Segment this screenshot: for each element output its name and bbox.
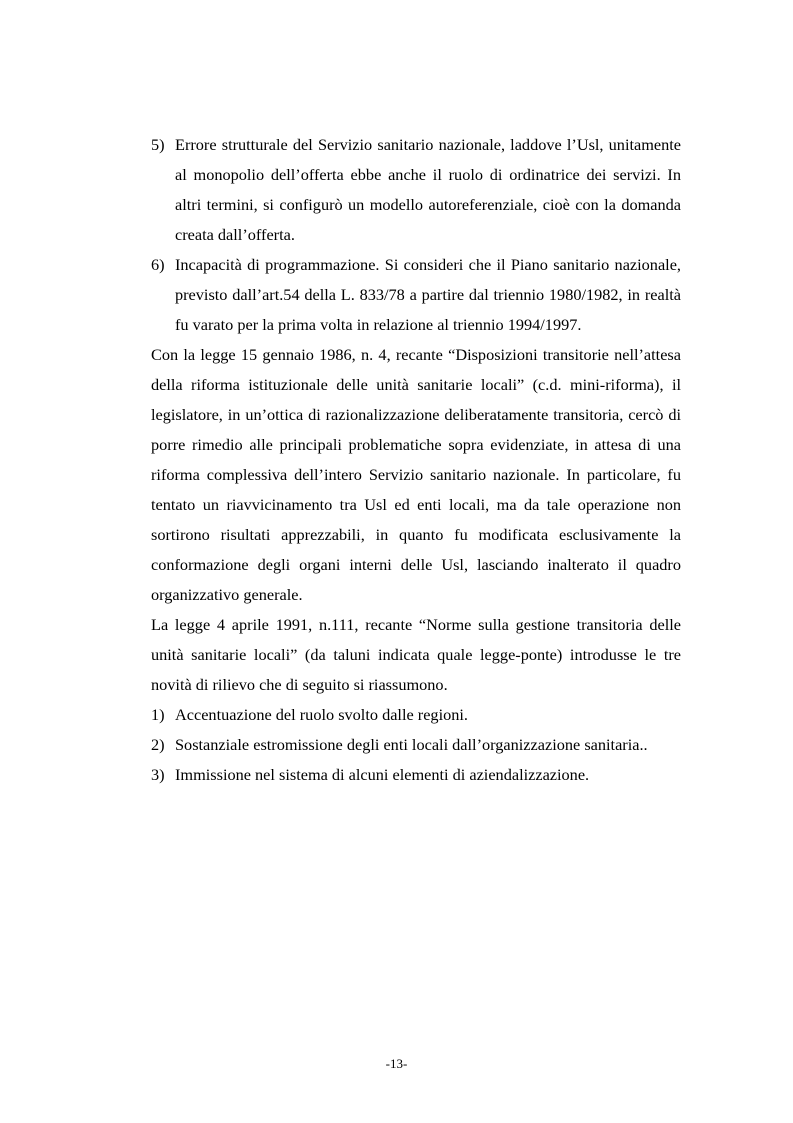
- paragraph-mini-riforma: Con la legge 15 gennaio 1986, n. 4, recante “Disposizioni transitorie nell’attesa della riforma istituzionale delle unità sanitarie locali” (c.d. mini-riforma), il legislatore, in un’ottica di razionalizzazione deliberatamente transitoria, cercò di porre rimedio alle principali problematiche sopra evidenziate, in attesa di una riforma complessiva dell’intero Servizio sanitario nazionale. In particolare, fu tentato un riavvicinamento tra Usl ed enti locali, ma da tale operazione non sortirono risultati apprezzabili, in quanto fu modificata esclusivamente la conformazione degli organi interni delle Usl, lasciando inalterato il quadro organizzativo generale.: [151, 345, 681, 604]
- list-item: [151, 730, 681, 760]
- page-body: [151, 130, 681, 790]
- list-item-number: 2): [151, 735, 165, 754]
- list-item-text: Errore strutturale del Servizio sanitario nazionale, laddove l’Usl, unitamente al monopolio dell’offerta ebbe anche il ruolo di ordinatrice dei servizi. In altri termini, si configurò un modello autoreferenziale, cioè con la domanda creata dall’offerta.: [175, 135, 681, 244]
- list-item-number: 3): [151, 765, 165, 784]
- list-item: [151, 700, 681, 730]
- page-number: -13-: [385, 1056, 408, 1071]
- list-item-number: 5): [151, 135, 165, 154]
- list-item-text: Accentuazione del ruolo svolto dalle regioni.: [175, 705, 468, 724]
- list-item-text: Incapacità di programmazione. Si consideri che il Piano sanitario nazionale, previsto dall’art.54 della L. 833/78 a partire dal triennio 1980/1982, in realtà fu varato per la prima volta in relazione al triennio 1994/1997.: [175, 255, 681, 334]
- list-item: [151, 760, 681, 790]
- list-item: [151, 130, 681, 250]
- list-item-text: Immissione nel sistema di alcuni elementi di aziendalizzazione.: [175, 765, 590, 784]
- paragraph-legge-ponte: La legge 4 aprile 1991, n.111, recante “Norme sulla gestione transitoria delle unità sanitarie locali” (da taluni indicata quale legge-ponte) introdusse le tre novità di rilievo che di seguito si riassumono.: [151, 615, 681, 694]
- list-item-text: Sostanziale estromissione degli enti locali dall’organizzazione sanitaria..: [175, 735, 648, 754]
- list-item-number: 1): [151, 705, 165, 724]
- list-item-number: 6): [151, 255, 165, 274]
- list-item: [151, 250, 681, 340]
